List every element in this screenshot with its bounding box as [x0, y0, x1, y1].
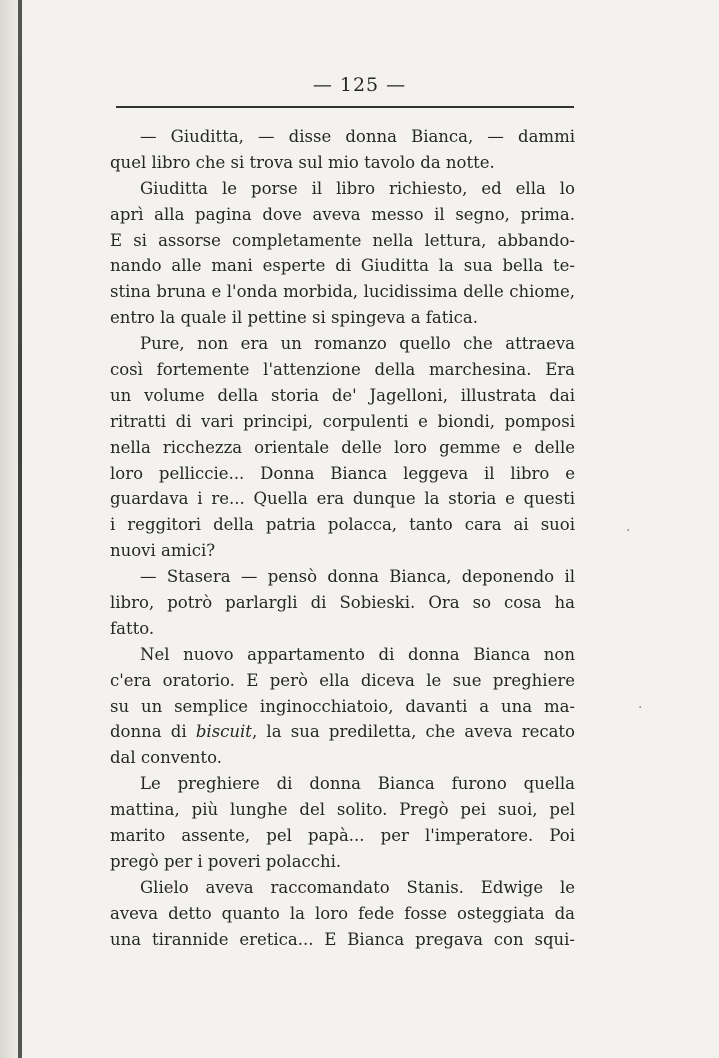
text-line: una tirannide eretica... E Bianca pregava con squi- — [110, 929, 575, 949]
text-line: loro pelliccie... Donna Bianca leggeva il libro e — [110, 463, 575, 483]
text-line: così fortemente l'attenzione della marchesina. Era — [110, 360, 575, 380]
italic-word: biscuit — [195, 722, 252, 742]
text-line: entro la quale il pettine si spingeva a fatica. — [110, 308, 478, 328]
text-line: Giuditta le porse il libro richiesto, ed ella lo — [140, 178, 575, 198]
text-line: marito assente, pel papà... per l'imperatore. Poi — [110, 826, 575, 846]
text-line: Nel nuovo appartamento di donna Bianca non — [140, 644, 575, 664]
text-line: — Stasera — pensò donna Bianca, deponendo il — [140, 567, 575, 587]
page-number: — 125 — — [312, 74, 407, 96]
text-line: c'era oratorio. E però ella diceva le sue preghiere — [110, 670, 575, 690]
text-line: — Giuditta, — disse donna Bianca, — dammi — [140, 127, 575, 146]
text-line: Pure, non era un romanzo quello che attraeva — [140, 334, 575, 354]
text-line: quel libro che si trova sul mio tavolo da notte. — [110, 152, 495, 172]
page-gutter-shadow — [0, 0, 18, 1058]
header-rule — [116, 106, 574, 108]
text-line: aprì alla pagina dove aveva messo il segno, prima. — [110, 204, 575, 224]
text-line: guardava i re... Quella era dunque la storia e questi — [110, 489, 575, 509]
text-line: E si assorse completamente nella lettura, abbando- — [110, 230, 575, 250]
text-line: Le preghiere di donna Bianca furono quella — [140, 774, 575, 794]
text-line: su un semplice inginocchiatoio, davanti a una ma- — [110, 696, 575, 716]
text-line: aveva detto quanto la loro fede fosse osteggiata da — [110, 903, 575, 923]
body-text — [110, 124, 575, 953]
text-line: pregò per i poveri polacchi. — [110, 851, 342, 871]
text-line: Glielo aveva raccomandato Stanis. Edwige le — [140, 877, 575, 897]
text-line: nella ricchezza orientale delle loro gemme e delle — [110, 437, 575, 457]
text-line: un volume della storia de' Jagelloni, illustrata dai — [110, 385, 575, 405]
text-line: stina bruna e l'onda morbida, lucidissima delle chiome, — [110, 282, 575, 302]
text-line: donna di biscuit, la sua prediletta, che aveva recato — [110, 722, 575, 742]
text-line: libro, potrò parlargli di Sobieski. Ora so cosa ha — [110, 593, 575, 613]
paper-speck: · — [626, 523, 631, 539]
text-line: nando alle mani esperte di Giuditta la sua bella te- — [110, 256, 575, 276]
text-line: dal convento. — [110, 748, 222, 768]
text-line: fatto. — [110, 618, 155, 638]
text-line: mattina, più lunghe del solito. Pregò pei suoi, pel — [110, 800, 575, 820]
text-line: nuovi amici? — [110, 541, 216, 561]
text-line: ritratti di vari principi, corpulenti e biondi, pomposi — [110, 411, 575, 431]
paper-speck: · — [638, 700, 643, 716]
text-line: i reggitori della patria polacca, tanto cara ai suoi — [110, 515, 575, 535]
binding-edge — [18, 0, 22, 1058]
